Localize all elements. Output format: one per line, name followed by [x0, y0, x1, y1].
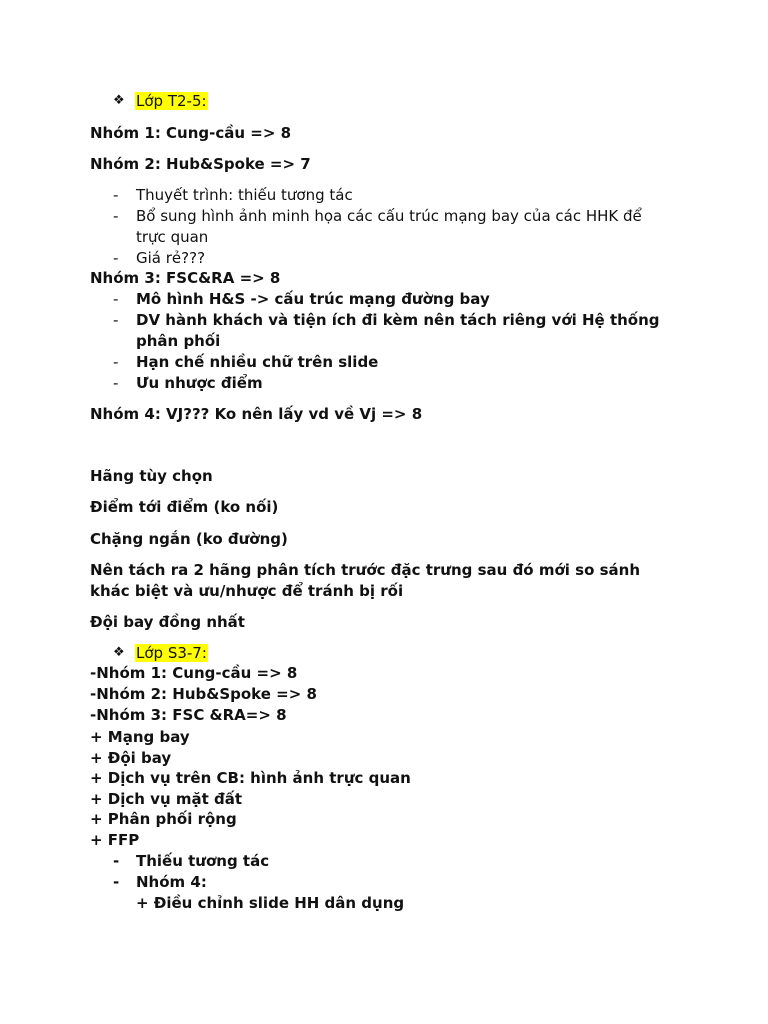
class2-line: -Nhóm 2: Hub&Spoke => 8: [90, 685, 317, 703]
note-line: Điểm tới điểm (ko nối): [90, 498, 279, 516]
note-line-cont: khác biệt và ưu/nhược để tránh bị rối: [90, 582, 404, 600]
class2-sub-item-cont: + Điều chỉnh slide HH dân dụng: [136, 894, 405, 912]
dash-bullet: -: [113, 374, 119, 392]
class2-sub-item: Thiếu tương tác: [136, 852, 270, 870]
note-line: Hãng tùy chọn: [90, 467, 213, 485]
class2-line: + Phân phối rộng: [90, 810, 237, 828]
diamond-bullet-icon: ❖: [113, 645, 125, 660]
class1-group3-item: DV hành khách và tiện ích đi kèm nên tách riêng với Hệ thống: [136, 311, 660, 329]
note-line: Chặng ngắn (ko đường): [90, 530, 288, 548]
class1-group2-item-cont: trực quan: [136, 228, 209, 246]
dash-bullet: -: [113, 186, 119, 204]
dash-bullet: -: [113, 207, 119, 225]
dash-bullet: -: [113, 249, 119, 267]
class1-group2-item: Thuyết trình: thiếu tương tác: [136, 186, 353, 204]
class2-line: + Đội bay: [90, 749, 172, 767]
class1-heading: Lớp T2-5:: [136, 92, 207, 110]
note-line: Đội bay đồng nhất: [90, 613, 245, 631]
dash-bullet: -: [113, 311, 119, 329]
class2-line: + Dịch vụ trên CB: hình ảnh trực quan: [90, 769, 411, 787]
class1-group2: Nhóm 2: Hub&Spoke => 7: [90, 155, 311, 173]
class1-group3-item: Mô hình H&S -> cấu trúc mạng đường bay: [136, 290, 490, 308]
note-line: Nên tách ra 2 hãng phân tích trước đặc trưng sau đó mới so sánh: [90, 561, 640, 579]
class2-line: + Mạng bay: [90, 728, 190, 746]
class1-group1: Nhóm 1: Cung-cầu => 8: [90, 124, 292, 142]
class1-group3: Nhóm 3: FSC&RA => 8: [90, 269, 281, 287]
class2-line: -Nhóm 1: Cung-cầu => 8: [90, 664, 298, 682]
class1-group3-item: Ưu nhược điểm: [136, 374, 263, 392]
dash-bullet: -: [113, 290, 119, 308]
class2-line: + FFP: [90, 831, 140, 849]
class1-group4: Nhóm 4: VJ??? Ko nên lấy vd về Vj => 8: [90, 405, 423, 423]
class1-group3-item-cont: phân phối: [136, 332, 221, 350]
class1-group3-item: Hạn chế nhiều chữ trên slide: [136, 353, 379, 371]
class2-line: -Nhóm 3: FSC &RA=> 8: [90, 706, 287, 724]
class2-sub-item: Nhóm 4:: [136, 873, 207, 891]
class2-heading: Lớp S3-7:: [136, 644, 207, 662]
class1-group2-item: Bổ sung hình ảnh minh họa các cấu trúc mạng bay của các HHK để: [136, 207, 642, 225]
dash-bullet: -: [113, 873, 120, 891]
diamond-bullet-icon: ❖: [113, 93, 125, 108]
dash-bullet: -: [113, 852, 120, 870]
dash-bullet: -: [113, 353, 119, 371]
class2-line: + Dịch vụ mặt đất: [90, 790, 243, 808]
class1-group2-item: Giá rẻ???: [136, 249, 206, 267]
